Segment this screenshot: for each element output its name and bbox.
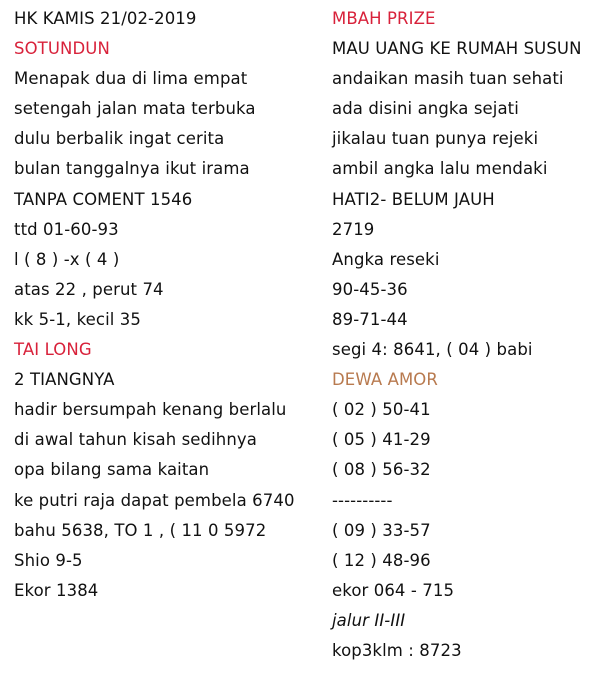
sotundun-line: TANPA COMENT 1546 [14, 189, 193, 209]
section-heading-sotundun: SOTUNDUN [14, 39, 110, 59]
sotundun-line: Menapak dua di lima empat [14, 69, 248, 89]
tai-long-line: ke putri raja dapat pembela 6740 [14, 490, 295, 510]
section-heading-dewa-amor: DEWA AMOR [332, 370, 438, 390]
section-heading-tai-long: TAI LONG [14, 340, 92, 360]
tai-long-line: hadir bersumpah kenang berlalu [14, 400, 287, 420]
mbah-prize-line: jikalau tuan punya rejeki [332, 129, 539, 149]
mbah-prize-line: ambil angka lalu mendaki [332, 159, 548, 179]
dewa-amor-line: ( 09 ) 33-57 [332, 520, 431, 540]
sotundun-line: ttd 01-60-93 [14, 219, 119, 239]
mbah-prize-line: andaikan masih tuan sehati [332, 69, 564, 89]
dewa-amor-line: ( 08 ) 56-32 [332, 460, 431, 480]
sotundun-line: l ( 8 ) -x ( 4 ) [14, 249, 120, 269]
mbah-prize-line: 2719 [332, 219, 375, 239]
mbah-prize-line: segi 4: 8641, ( 04 ) babi [332, 340, 533, 360]
mbah-prize-line: 90-45-36 [332, 279, 408, 299]
mbah-prize-line: 89-71-44 [332, 309, 408, 329]
tai-long-line: Ekor 1384 [14, 580, 99, 600]
section-heading-mbah-prize: MBAH PRIZE [332, 9, 436, 28]
dewa-amor-separator: ---------- [332, 490, 393, 510]
sotundun-line: setengah jalan mata terbuka [14, 99, 256, 119]
tai-long-line: 2 TIANGNYA [14, 370, 115, 390]
sotundun-line: bulan tanggalnya ikut irama [14, 159, 250, 179]
dewa-amor-line: kop3klm : 8723 [332, 640, 462, 660]
mbah-prize-line: Angka reseki [332, 249, 440, 269]
tai-long-line: opa bilang sama kaitan [14, 460, 210, 480]
left-column [14, 4, 319, 606]
dewa-amor-line: ekor 064 - 715 [332, 580, 455, 600]
tai-long-line: bahu 5638, TO 1 , ( 11 0 5972 [14, 520, 267, 540]
mbah-prize-line: HATI2- BELUM JAUH [332, 189, 495, 209]
post-title: HK KAMIS 21/02-2019 [14, 9, 197, 28]
dewa-amor-line: ( 12 ) 48-96 [332, 550, 431, 570]
right-column [332, 4, 612, 666]
mbah-prize-line: ada disini angka sejati [332, 99, 519, 119]
dewa-amor-line: ( 05 ) 41-29 [332, 430, 431, 450]
dewa-amor-line: jalur II-III [332, 610, 406, 630]
tai-long-line: Shio 9-5 [14, 550, 83, 570]
sotundun-line: kk 5-1, kecil 35 [14, 309, 141, 329]
sotundun-line: dulu berbalik ingat cerita [14, 129, 225, 149]
dewa-amor-line: ( 02 ) 50-41 [332, 400, 431, 420]
tai-long-line: di awal tahun kisah sedihnya [14, 430, 257, 450]
mbah-prize-line: MAU UANG KE RUMAH SUSUN [332, 39, 582, 59]
sotundun-line: atas 22 , perut 74 [14, 279, 164, 299]
